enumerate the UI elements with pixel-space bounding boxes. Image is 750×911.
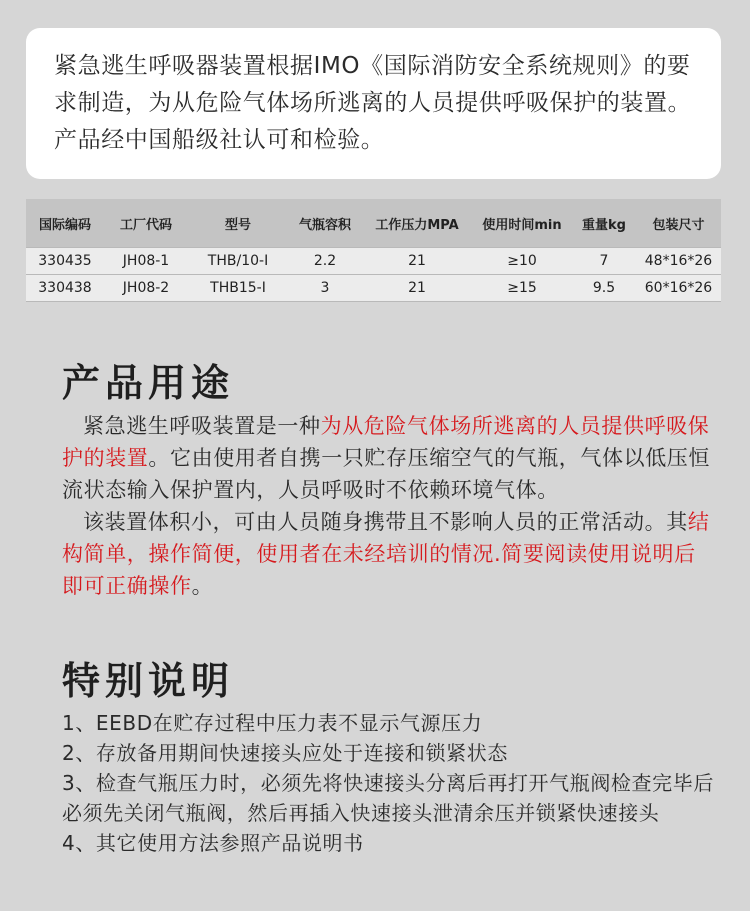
table-cell: 2.2 [288,248,362,275]
header-factory-code: 工厂代码 [104,199,188,248]
table-cell: 60*16*26 [636,275,721,302]
intro-text: 紧急逃生呼吸器装置根据IMO《国际消防安全系统规则》的要求制造，为从危险气体场所逃离的人员提供呼吸保护的装置。产品经中国船级社认可和检验。 [54,53,692,153]
spec-table [26,199,721,302]
note-item: 3、检查气瓶压力时，必须先将快速接头分离后再打开气瓶阀检查完毕后必须先关闭气瓶阀，然后再插入快速接头泄清余压并锁紧快速接头 [62,771,714,825]
notes-title: 特别说明 [62,659,235,703]
table-cell: 3 [288,275,362,302]
header-working-pressure: 工作压力MPA [362,199,472,248]
table-cell: 21 [362,275,472,302]
usage-text-segment: 。 [191,574,214,598]
header-model: 型号 [188,199,288,248]
table-cell: 330438 [26,275,104,302]
table-cell: JH08-2 [104,275,188,302]
header-intl-code: 国际编码 [26,199,104,248]
table-cell: ≥15 [472,275,572,302]
usage-title: 产品用途 [62,361,235,405]
usage-paragraph-1 [62,410,712,506]
table-row [26,248,721,275]
table-cell: THB15-I [188,275,288,302]
usage-text-segment: 紧急逃生呼吸装置是一种 [83,414,321,438]
usage-text-segment: 该装置体积小，可由人员随身携带且不影响人员的正常活动。其 [83,510,688,534]
table-cell: 21 [362,248,472,275]
header-package-size: 包装尺寸 [636,199,721,248]
note-item: 2、存放备用期间快速接头应处于连接和锁紧状态 [62,741,508,765]
table-cell: JH08-1 [104,248,188,275]
note-item: 1、EEBD在贮存过程中压力表不显示气源压力 [62,711,483,735]
table-cell: 7 [572,248,636,275]
table-cell: THB/10-I [188,248,288,275]
header-weight: 重量kg [572,199,636,248]
table-cell: 48*16*26 [636,248,721,275]
usage-text [62,410,712,602]
table-row [26,275,721,302]
usage-highlight: 结构简单，操作简便，使用者在未经培训的情况.简要阅读使用说明后即可正确操作 [62,510,710,598]
header-cylinder-volume: 气瓶容积 [288,199,362,248]
table-header-row [26,199,721,248]
usage-paragraph-2 [62,506,712,602]
usage-text-segment: 。它由使用者自携一只贮存压缩空气的气瓶，气体以低压恒流状态输入保护置内，人员呼吸时不依赖环境气体。 [62,446,711,502]
header-duration: 使用时间min [472,199,572,248]
table-cell: 9.5 [572,275,636,302]
table-cell: ≥10 [472,248,572,275]
notes-list [62,708,722,858]
intro-card [26,28,721,179]
usage-highlight: 为从危险气体场所逃离的人员提供呼吸保护的装置 [62,414,710,470]
table-cell: 330435 [26,248,104,275]
note-item: 4、其它使用方法参照产品说明书 [62,831,364,855]
